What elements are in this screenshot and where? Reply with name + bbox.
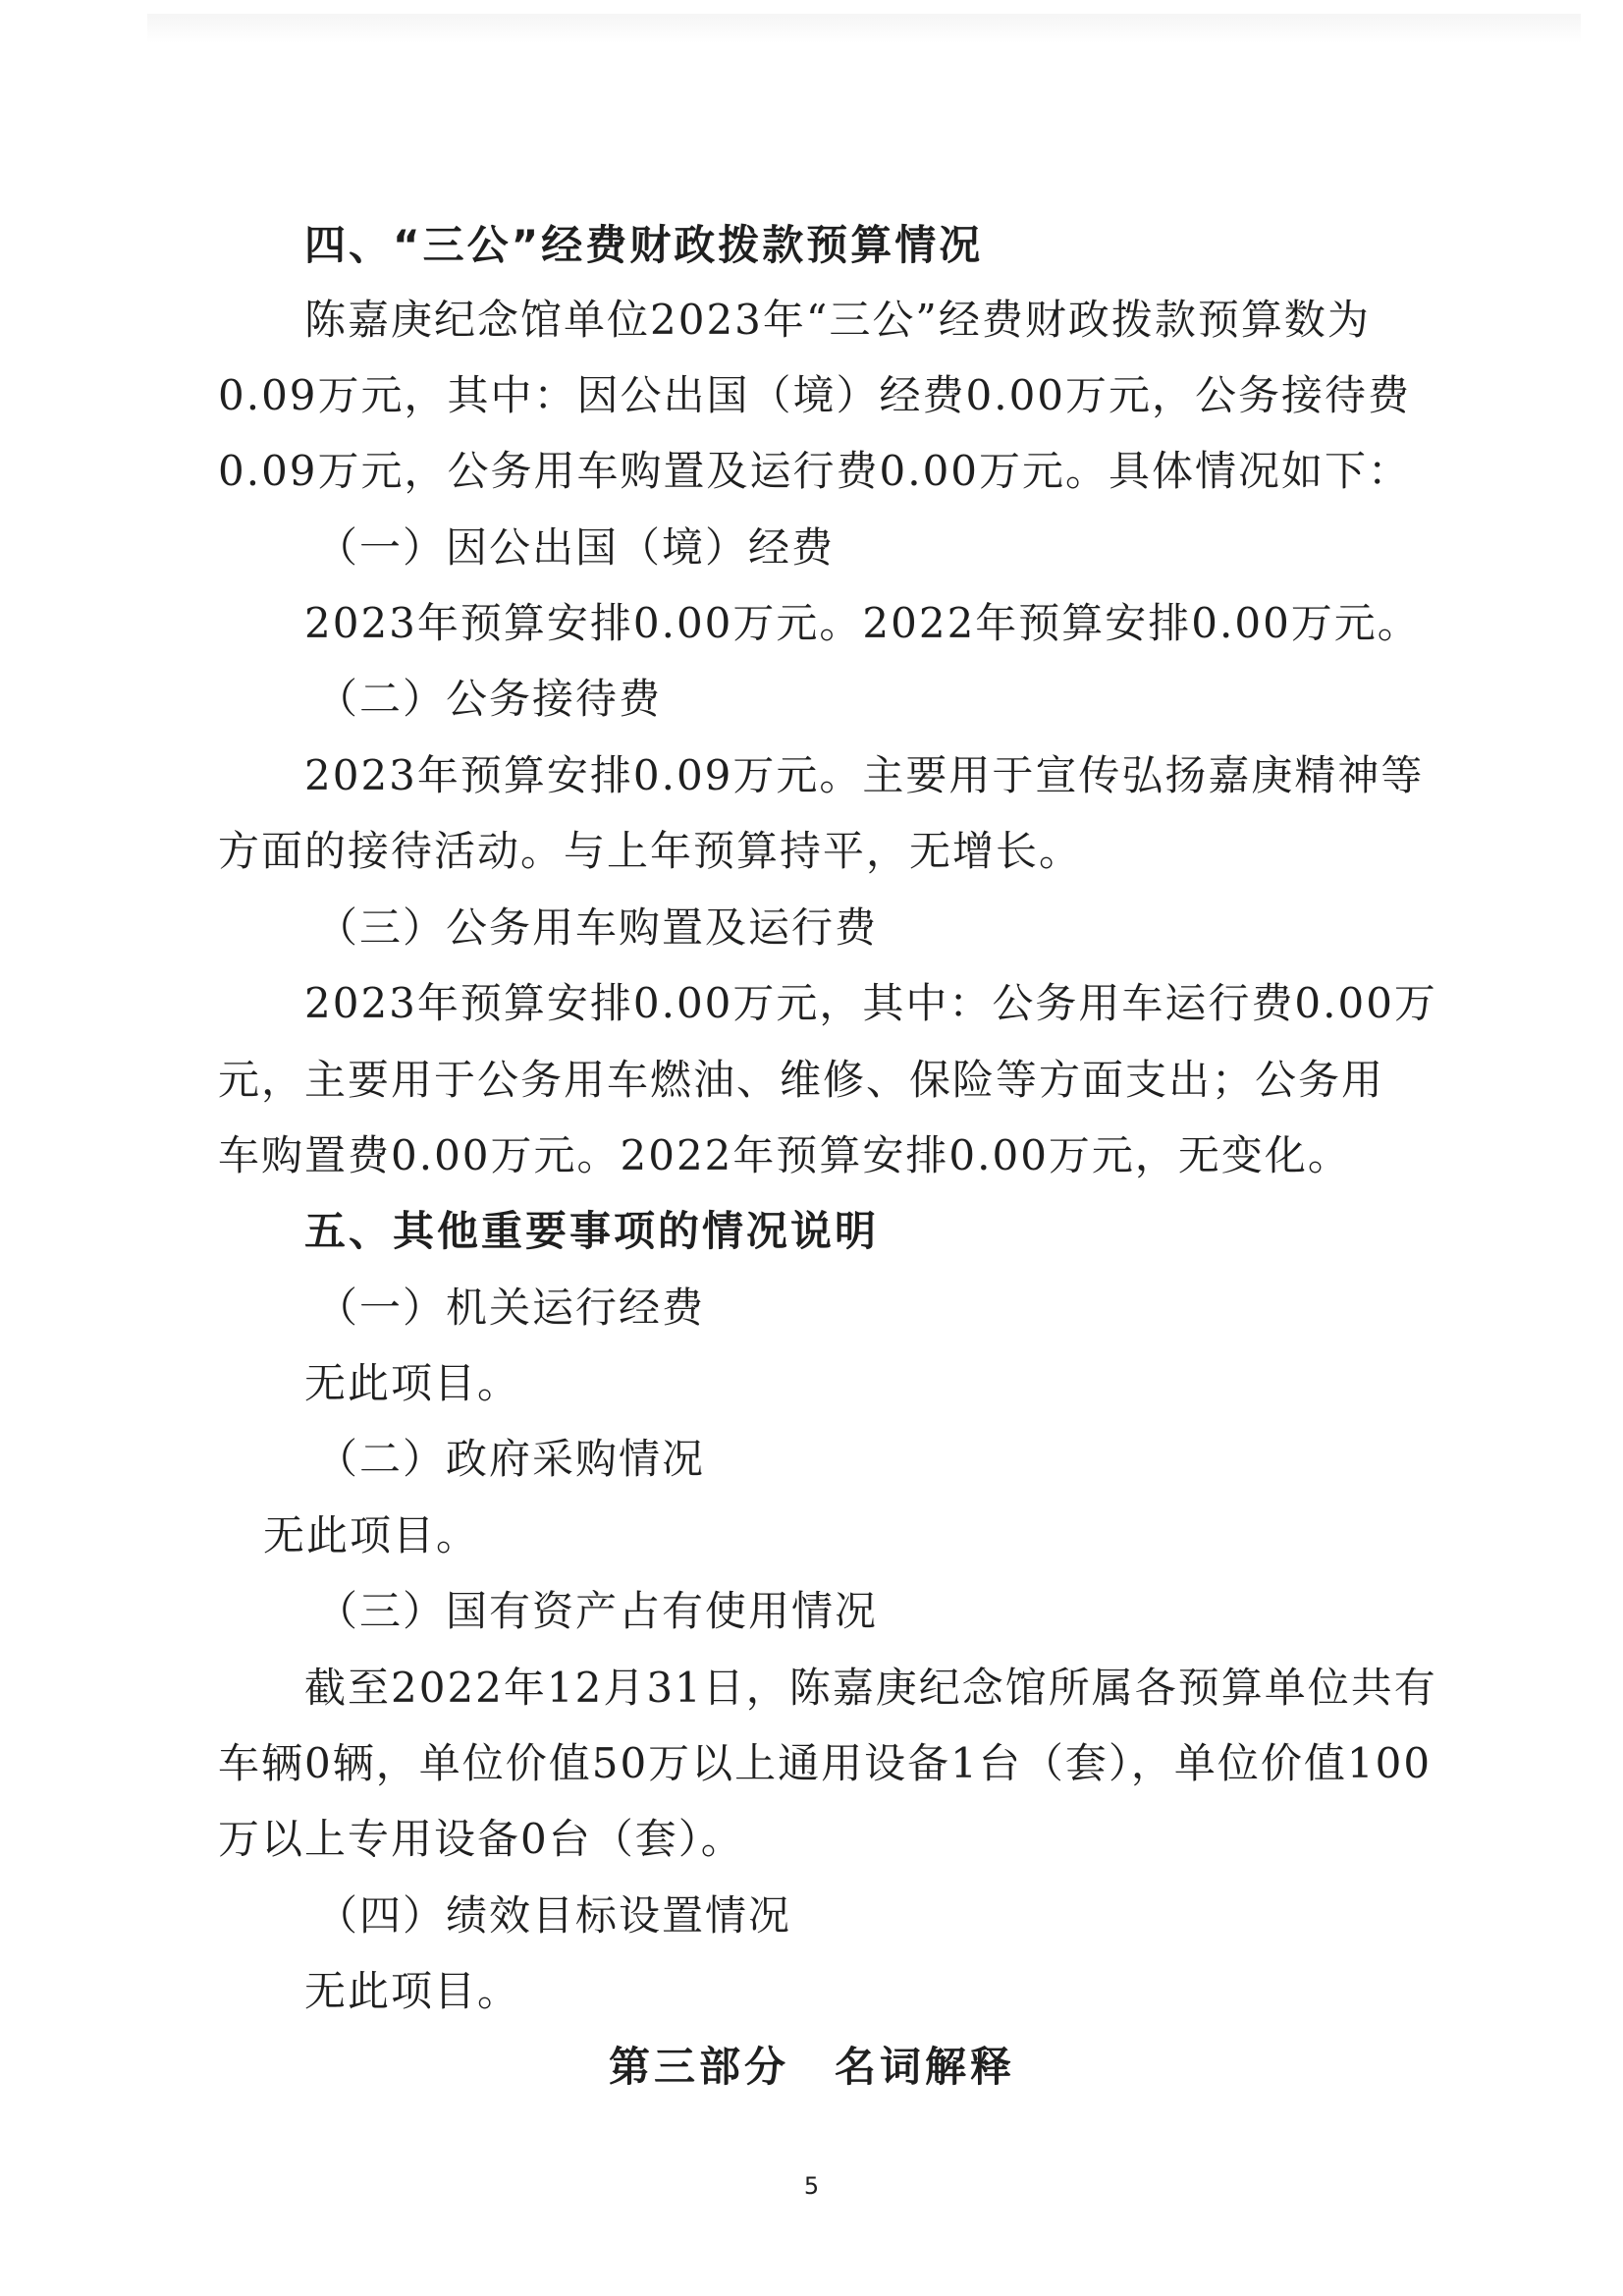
paragraph-line: 2023年预算安排0.00万元。2022年预算安排0.00万元。 [304, 599, 1421, 647]
paragraph-line: 截至2022年12月31日，陈嘉庚纪念馆所属各预算单位共有 [304, 1664, 1437, 1712]
paragraph-line: 无此项目。 [304, 1967, 521, 2015]
subsection-title: （二）政府采购情况 [316, 1435, 706, 1483]
paragraph-line: 无此项目。 [263, 1511, 480, 1559]
paragraph-line: 元，主要用于公务用车燃油、维修、保险等方面支出；公务用 [218, 1056, 1385, 1104]
subsection-title: （四）绩效目标设置情况 [316, 1891, 792, 1940]
subsection-title: （三）国有资产占有使用情况 [316, 1587, 879, 1635]
paragraph-line: 方面的接待活动。与上年预算持平，无增长。 [218, 827, 1083, 875]
paragraph-line: 0.09万元，其中：因公出国（境）经费0.00万元，公务接待费 [218, 371, 1412, 419]
subsection-title: （一）机关运行经费 [316, 1284, 706, 1332]
paragraph-line: 车辆0辆，单位价值50万以上通用设备1台（套），单位价值100 [218, 1739, 1433, 1787]
part-three-heading: 第三部分 名词解释 [608, 2043, 1015, 2091]
subsection-title: （三）公务用车购置及运行费 [316, 903, 879, 952]
document-page [218, 0, 1437, 2296]
page-number: 5 [803, 2172, 820, 2200]
section-four-heading: 四、“三公”经费财政拨款预算情况 [304, 221, 984, 269]
subsection-title: （二）公务接待费 [316, 675, 663, 723]
paragraph-line: 2023年预算安排0.09万元。主要用于宣传弘扬嘉庚精神等 [304, 751, 1425, 799]
subsection-title: （一）因公出国（境）经费 [316, 523, 836, 572]
paragraph-line: 车购置费0.00万元。2022年预算安排0.00万元，无变化。 [218, 1131, 1351, 1179]
paragraph-line: 万以上专用设备0台（套）。 [218, 1815, 744, 1863]
paragraph-line: 2023年预算安排0.00万元，其中：公务用车运行费0.00万 [304, 979, 1437, 1027]
paragraph-line: 陈嘉庚纪念馆单位2023年“三公”经费财政拨款预算数为 [304, 296, 1371, 344]
section-five-heading: 五、其他重要事项的情况说明 [304, 1207, 880, 1255]
paragraph-line: 0.09万元，公务用车购置及运行费0.00万元。具体情况如下： [218, 447, 1412, 495]
paragraph-line: 无此项目。 [304, 1359, 521, 1407]
